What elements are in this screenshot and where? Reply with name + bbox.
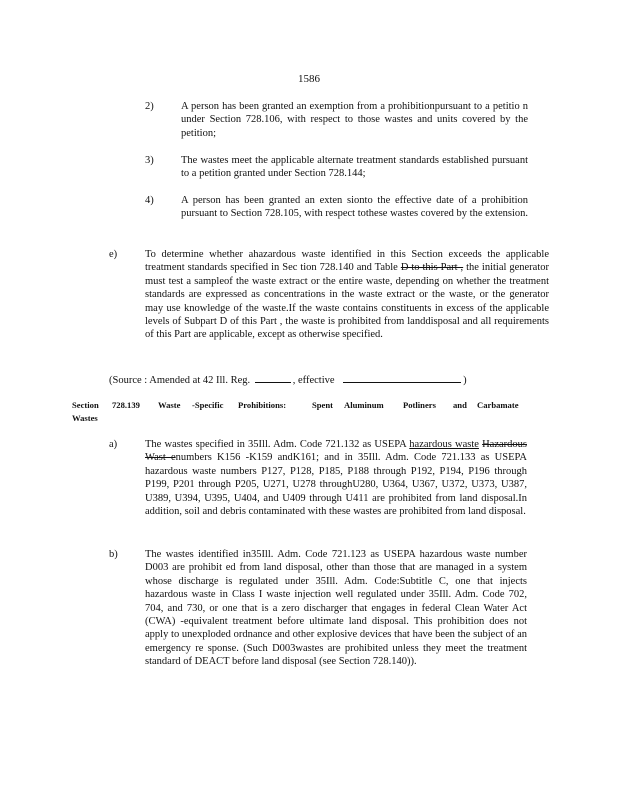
source-note: [109, 372, 549, 387]
text-segment: To determine whether ahazardous waste identified in this Section exceeds the applicable treatment standards specified in Sec tion 728.140 and Table: [145, 249, 549, 274]
page-number: 1586: [298, 73, 320, 85]
list-item: [145, 154, 545, 181]
item-text: [145, 248, 549, 342]
list-item: [145, 100, 545, 140]
struck-text: Hazardous Wast e: [145, 439, 527, 464]
effective-blank: [343, 372, 461, 383]
text-segment: The wastes specified in 35Ill. Adm. Code 721.132 as USEPA: [145, 439, 410, 450]
item-number: 4): [145, 195, 154, 206]
struck-text: D to this Part ,: [400, 262, 464, 274]
source-middle: , effective: [292, 375, 335, 386]
heading-word: Spent: [312, 400, 334, 410]
source-suffix: ): [463, 375, 467, 386]
heading-word: and: [453, 400, 467, 410]
heading-word: Potliners: [403, 400, 436, 410]
subsection-e: [109, 248, 549, 342]
item-text: A person has been granted an exten sionto the effective date of a prohibition pursuant to Section 728.105, with respect tothese wastes covered by the extension.: [181, 195, 529, 220]
item-number: a): [109, 439, 118, 450]
item-number: 3): [145, 155, 154, 166]
item-number: 2): [145, 101, 154, 112]
item-text: The wastes identified in35Ill. Adm. Code 721.123 as USEPA hazardous waste number D003 are prohibit ed from land disposal, other than those that are managed in a system whose discharge is regulated under 35Ill. Adm. Code:Subtitle C, one that injects hazardous waste in Class I waste injection well regulated under 35Ill. Adm. Code 702, 704, and 730, or one that is a zero discharger that engages in federal Clean Water Act (CWA) -equivalent treatment before ultimate land disposal. This prohibition does not apply to unexploded ordnance and other explosive devices that have been the subject of an emergency re sponse. (Such D003wastes are prohibited unless they meet the treatment standard of DEACT before land disposal (see Section 728.140)).: [145, 549, 527, 668]
underlined-text: hazardous waste: [409, 439, 479, 450]
text-segment: numbers K156 -K159 andK161; and in 35Ill. Adm. Code 721.133 as USEPA hazardous waste numbers P127, P128, P185, P188 through P192, P194, P196 through P199, P201 through P205, U271, U278 throughU280, U364, U367, U372, U373, U387, U389, U394, U395, U404, and U409 through U411 are prohibited from land disposal.In addition, soil and debris contaminated with these wastes are prohibited from land disposal.: [145, 452, 527, 518]
item-text: The wastes meet the applicable alternate treatment standards established pursuant to a petition granted under Section 728.144;: [181, 155, 528, 180]
list-item: [145, 194, 545, 221]
source-prefix: (Source : Amended at 42 Ill. Reg.: [109, 375, 251, 386]
heading-section-label: Section: [72, 400, 99, 410]
heading-word: Prohibitions:: [238, 400, 287, 410]
item-text: A person has been granted an exemption from a prohibitionpursuant to a petitio n under Section 728.106, with respect to those wastes and units covered by the petition;: [181, 101, 528, 139]
heading-word: Waste: [158, 400, 181, 410]
heading-word: Aluminum: [344, 400, 384, 410]
heading-word: Wastes: [72, 413, 98, 423]
item-number: b): [109, 549, 118, 560]
heading-word: Carbamate: [477, 400, 519, 410]
item-number: e): [109, 249, 118, 260]
reg-blank: [255, 372, 291, 383]
text-segment: the initial generator must test a sampleof the waste extract or the entire waste, depending on whether the treatment standards are expressed as concentrations in the waste extract or the waste, or the generator may use knowledge of the waste.If the waste contains constituents in excess of the applicable levels of Subpart D of this Part , the waste is prohibited from landdisposal and all requirements of this Part are applicable, except as otherwise specified.: [145, 262, 549, 341]
heading-word: -Specific: [192, 400, 224, 410]
item-text: [145, 438, 527, 518]
subsection-a: [109, 438, 549, 518]
subsection-b: [109, 548, 549, 669]
heading-section-number: 728.139: [112, 400, 140, 410]
